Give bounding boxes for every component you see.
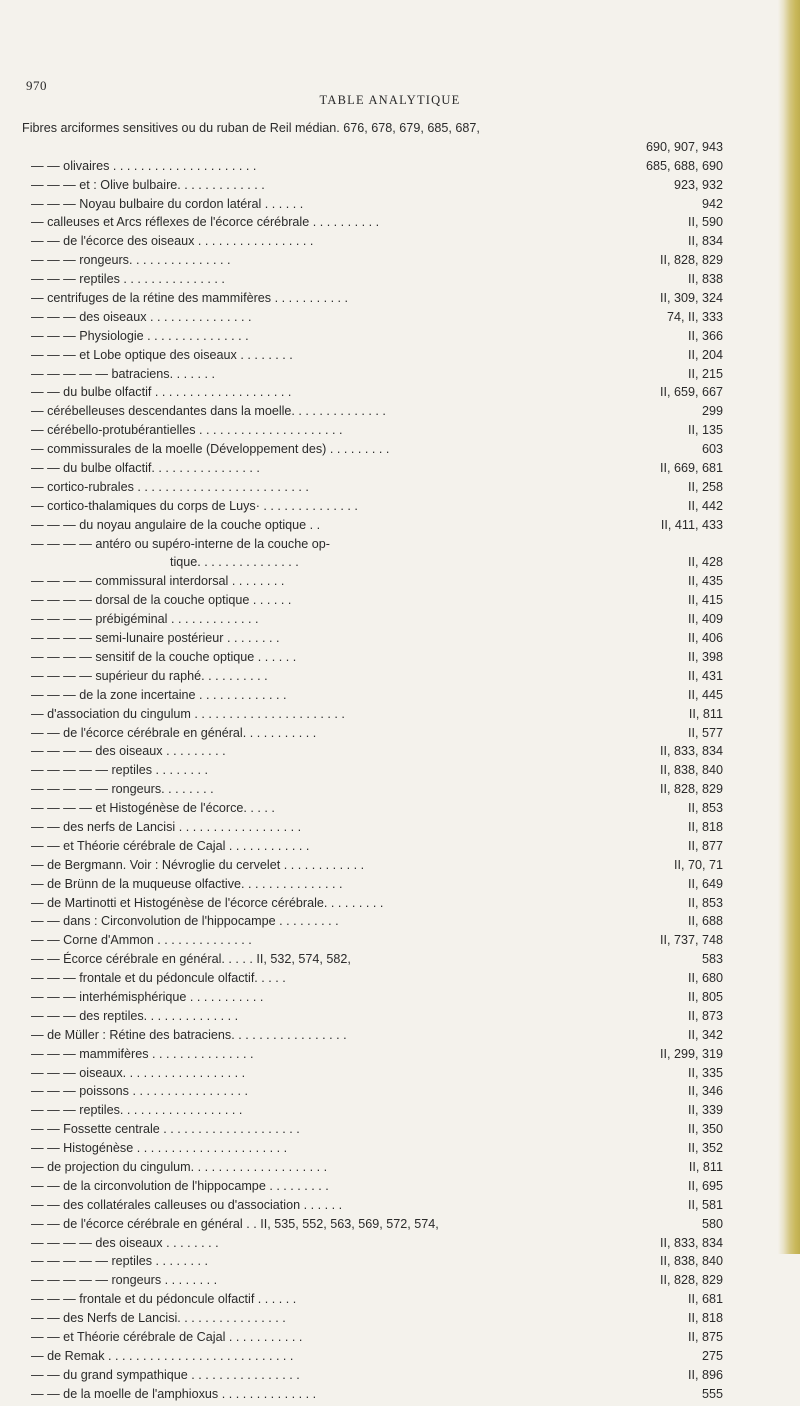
entry-page-ref: 685, 688, 690 <box>645 158 723 173</box>
entry-page-ref: II, 737, 748 <box>659 933 723 948</box>
entry-page-ref: II, 818 <box>687 819 723 834</box>
entry-text: — cortico-rubrales . . . . . . . . . . . . . . . . . . . . . . . . . <box>31 479 309 494</box>
index-entry <box>0 612 800 631</box>
entry-page-ref: II, 204 <box>687 347 723 362</box>
entry-text: — — de la moelle de l'amphioxus . . . . . . . . . . . . . . <box>31 1386 317 1401</box>
entry-text: — — — frontale et du pédoncule olfactif. . . . . <box>31 971 286 986</box>
entry-page-ref: 583 <box>701 952 723 967</box>
index-entry <box>0 744 800 763</box>
entry-text: — — Fossette centrale . . . . . . . . . . . . . . . . . . . . <box>31 1122 300 1137</box>
entry-text: — — — interhémisphérique . . . . . . . . . . . <box>31 989 264 1004</box>
entry-text: — — de l'écorce cérébrale en général . . II, 535, 552, 563, 569, 572, 574, <box>31 1216 439 1231</box>
entry-page-ref: II, 335 <box>687 1065 723 1080</box>
index-entry <box>0 442 800 461</box>
entry-text: — calleuses et Arcs réflexes de l'écorce cérébrale . . . . . . . . . . <box>31 215 380 230</box>
index-entry <box>0 896 800 915</box>
entry-page-ref: II, 445 <box>687 687 723 702</box>
index-entry <box>0 253 800 272</box>
entry-text: Fibres arciformes sensitives ou du ruban de Reil médian. 676, 678, 679, 685, 687, <box>22 121 480 135</box>
entry-text: — — — — commissural interdorsal . . . . . . . . <box>31 574 285 589</box>
entry-text: — — de l'écorce cérébrale en général. . . . . . . . . . . <box>31 725 317 740</box>
index-entry <box>0 971 800 990</box>
entry-page-ref: II, 834 <box>687 234 723 249</box>
index-entry <box>0 178 800 197</box>
entry-text: — de Martinotti et Histogénèse de l'écorce cérébrale. . . . . . . . . <box>31 895 384 910</box>
index-entry <box>0 291 800 310</box>
index-entry <box>0 197 800 216</box>
entry-text: — — du bulbe olfactif . . . . . . . . . . . . . . . . . . . . <box>31 385 292 400</box>
index-entry <box>0 1330 800 1349</box>
index-entry <box>0 1103 800 1122</box>
entry-text: — — — et : Olive bulbaire. . . . . . . . . . . . . <box>31 177 265 192</box>
index-entry <box>0 329 800 348</box>
entry-text: — — des collatérales calleuses ou d'association . . . . . . <box>31 1197 343 1212</box>
index-entry <box>0 159 800 178</box>
entry-page-ref: II, 659, 667 <box>659 385 723 400</box>
index-entry <box>0 763 800 782</box>
entry-page-ref: II, 258 <box>687 479 723 494</box>
index-entry <box>0 631 800 650</box>
entry-text: — — Corne d'Ammon . . . . . . . . . . . . . . <box>31 933 252 948</box>
entry-text: — — — — — rongeurs . . . . . . . . <box>31 1273 218 1288</box>
entry-text: — — — du noyau angulaire de la couche optique . . <box>31 517 321 532</box>
entry-page-ref: II, 853 <box>687 895 723 910</box>
entry-text: — — — — — reptiles . . . . . . . . <box>31 1254 209 1269</box>
entry-text: — — — Physiologie . . . . . . . . . . . . . . . <box>31 328 249 343</box>
entry-text: — — — reptiles . . . . . . . . . . . . . . . <box>31 272 225 287</box>
entry-text: — — — — semi-lunaire postérieur . . . . . . . . <box>31 631 280 646</box>
index-entry <box>0 801 800 820</box>
entry-page-ref: 275 <box>701 1348 723 1363</box>
running-head: TABLE ANALYTIQUE <box>319 93 461 107</box>
entry-text: — — — mammifères . . . . . . . . . . . . . . . <box>31 1046 254 1061</box>
entry-page-ref: II, 811 <box>688 1159 723 1174</box>
entry-page-ref: II, 681 <box>687 1292 723 1307</box>
index-entry <box>0 877 800 896</box>
entry-page-ref: II, 577 <box>687 725 723 740</box>
index-entry <box>0 1217 800 1236</box>
entry-text: — — — et Lobe optique des oiseaux . . . . . . . . <box>31 347 293 362</box>
entry-page-ref: II, 828, 829 <box>659 782 723 797</box>
entry-text: — — — poissons . . . . . . . . . . . . . . . . . <box>31 1084 248 1099</box>
entry-text: — — — des oiseaux . . . . . . . . . . . . . . . <box>31 309 252 324</box>
entry-page-ref: II, 366 <box>687 328 723 343</box>
entry-text: — de Müller : Rétine des batraciens. . . . . . . . . . . . . . . . . <box>31 1027 347 1042</box>
index-entry <box>0 1066 800 1085</box>
entry-text: — — — reptiles. . . . . . . . . . . . . . . . . . <box>31 1103 243 1118</box>
index-entry <box>0 1160 800 1179</box>
entry-text: — cérébello-protubérantielles . . . . . . . . . . . . . . . . . . . . . <box>31 423 343 438</box>
entry-text: — — — — dorsal de la couche optique . . . . . . <box>31 593 292 608</box>
entry-text: — — Écorce cérébrale en général. . . . . II, 532, 574, 582, <box>31 952 351 967</box>
entry-page-ref: II, 581 <box>687 1197 723 1212</box>
entry-page-ref: II, 875 <box>687 1330 723 1344</box>
entry-text: — de projection du cingulum. . . . . . . . . . . . . . . . . . . . <box>31 1159 328 1174</box>
entry-text: — — — — des oiseaux . . . . . . . . . <box>31 744 226 759</box>
page-number: 970 <box>26 78 47 93</box>
index-entry <box>0 1236 800 1255</box>
index-entry <box>0 121 800 140</box>
entry-text: — — et Théorie cérébrale de Cajal . . . . . . . . . . . . <box>31 838 310 853</box>
entry-page-ref: II, 853 <box>687 801 723 816</box>
entry-page-ref: 923, 932 <box>673 177 723 192</box>
entry-page-ref: II, 411, 433 <box>660 517 723 532</box>
entry-text: — — du grand sympathique . . . . . . . . . . . . . . . . <box>31 1367 300 1382</box>
entry-text: — — — — — reptiles . . . . . . . . <box>31 763 209 778</box>
entry-text: — — — des reptiles. . . . . . . . . . . . . . <box>31 1008 239 1023</box>
index-entry <box>0 348 800 367</box>
index-entry <box>0 518 800 537</box>
index-entry <box>0 933 800 952</box>
index-entry <box>0 650 800 669</box>
index-entry <box>0 404 800 423</box>
entry-page-ref: II, 833, 834 <box>659 1235 723 1250</box>
entry-page-ref: II, 873 <box>687 1008 723 1023</box>
entry-text: — — — oiseaux. . . . . . . . . . . . . . . . . . <box>31 1065 246 1080</box>
entry-text: — — — — des oiseaux . . . . . . . . <box>31 1235 219 1250</box>
entry-page-ref: II, 442 <box>687 498 723 513</box>
index-entry <box>0 914 800 933</box>
entry-page-ref: II, 590 <box>687 215 723 230</box>
entry-text: — — des Nerfs de Lancisi. . . . . . . . . . . . . . . . <box>31 1311 286 1326</box>
index-entry <box>0 423 800 442</box>
entry-text: — — — — supérieur du raphé. . . . . . . . . . <box>31 668 268 683</box>
index-entry <box>0 1198 800 1217</box>
entry-page-ref: II, 838, 840 <box>659 1254 723 1269</box>
entry-page-ref: II, 431 <box>687 668 723 683</box>
entry-page-ref: II, 838 <box>687 272 723 287</box>
index-entry <box>0 1311 800 1330</box>
index-entry <box>0 1047 800 1066</box>
entry-text: — de Bergmann. Voir : Névroglie du cervelet . . . . . . . . . . . . <box>31 857 365 872</box>
index-entry <box>0 234 800 253</box>
index-entry <box>0 1273 800 1292</box>
index-entry <box>0 593 800 612</box>
entry-text: — cortico-thalamiques du corps de Luys· . . . . . . . . . . . . . . <box>31 498 358 513</box>
index-entry <box>0 574 800 593</box>
entry-page-ref: II, 70, 71 <box>673 857 723 872</box>
entry-text: — de Brünn de la muqueuse olfactive. . . . . . . . . . . . . . . <box>31 876 343 891</box>
entry-text: — — de l'écorce des oiseaux . . . . . . . . . . . . . . . . . <box>31 234 314 249</box>
index-entry <box>0 215 800 234</box>
entry-page-ref: 299 <box>701 404 723 419</box>
entry-page-ref: II, 409 <box>687 612 723 627</box>
index-entry <box>0 669 800 688</box>
index-entry <box>0 272 800 291</box>
index-entry <box>0 990 800 1009</box>
entry-page-ref: II, 811 <box>688 706 723 721</box>
entry-text: — — olivaires . . . . . . . . . . . . . . . . . . . . . <box>31 158 257 173</box>
index-entry <box>0 688 800 707</box>
entry-text: — — — de la zone incertaine . . . . . . . . . . . . . <box>31 687 287 702</box>
index-entries <box>0 121 800 1406</box>
entry-page-ref: II, 398 <box>687 649 723 664</box>
entry-page-ref: II, 428 <box>687 555 723 570</box>
index-entry <box>0 385 800 404</box>
entry-text: — — — — et Histogénèse de l'écorce. . . . . <box>31 801 275 816</box>
index-entry <box>0 1179 800 1198</box>
entry-page-ref: II, 299, 319 <box>659 1046 723 1061</box>
index-entry <box>0 952 800 971</box>
entry-text: — — et Théorie cérébrale de Cajal . . . . . . . . . . . <box>31 1330 303 1344</box>
entry-page-ref: II, 833, 834 <box>659 744 723 759</box>
entry-page-ref: II, 406 <box>687 631 723 646</box>
index-entry <box>0 726 800 745</box>
entry-page-ref: II, 135 <box>687 423 723 438</box>
entry-text: — — du bulbe olfactif. . . . . . . . . . . . . . . . <box>31 461 260 476</box>
entry-text: — de Remak . . . . . . . . . . . . . . . . . . . . . . . . . . . <box>31 1348 294 1363</box>
entry-text: — centrifuges de la rétine des mammifères . . . . . . . . . . . <box>31 291 349 306</box>
index-entry <box>0 1254 800 1273</box>
entry-text: — — — frontale et du pédoncule olfactif . . . . . . <box>31 1292 297 1307</box>
entry-text: — — des nerfs de Lancisi . . . . . . . . . . . . . . . . . . <box>31 819 302 834</box>
entry-text: — cérébelleuses descendantes dans la moelle. . . . . . . . . . . . . . <box>31 404 386 419</box>
index-entry <box>0 1009 800 1028</box>
entry-text: — — — Noyau bulbaire du cordon latéral . . . . . . <box>31 196 304 211</box>
entry-text: — — — — — rongeurs. . . . . . . . <box>31 782 214 797</box>
entry-page-ref: II, 346 <box>687 1084 723 1099</box>
index-entry <box>0 1387 800 1406</box>
entry-page-ref: 555 <box>701 1386 723 1401</box>
index-entry <box>0 1122 800 1141</box>
index-entry <box>0 461 800 480</box>
index-entry <box>0 140 800 159</box>
entry-page-ref: 690, 907, 943 <box>645 139 723 154</box>
entry-text: — — — — antéro ou supéro-interne de la couche op- <box>31 536 330 551</box>
entry-page-ref: II, 415 <box>687 593 723 608</box>
index-entry <box>0 1141 800 1160</box>
entry-page-ref: II, 688 <box>687 914 723 929</box>
entry-page-ref: 942 <box>701 196 723 211</box>
index-entry <box>0 1349 800 1368</box>
index-entry <box>0 537 800 556</box>
index-entry <box>0 820 800 839</box>
entry-page-ref: II, 350 <box>687 1122 723 1137</box>
entry-page-ref: II, 818 <box>687 1311 723 1326</box>
entry-text: — — de la circonvolution de l'hippocampe . . . . . . . . . <box>31 1178 329 1193</box>
entry-text: — — — rongeurs. . . . . . . . . . . . . . . <box>31 253 231 268</box>
entry-text: — — — — — batraciens. . . . . . . <box>31 366 216 381</box>
entry-page-ref: II, 215 <box>687 366 723 381</box>
index-entry <box>0 367 800 386</box>
index-entry <box>0 555 800 574</box>
entry-page-ref: II, 435 <box>687 574 723 589</box>
entry-page-ref: II, 352 <box>687 1141 723 1156</box>
entry-page-ref: II, 309, 324 <box>659 291 723 306</box>
entry-page-ref: 74, II, 333 <box>666 309 723 324</box>
index-entry <box>0 1028 800 1047</box>
entry-page-ref: II, 695 <box>687 1178 723 1193</box>
entry-page-ref: II, 805 <box>687 989 723 1004</box>
entry-text: tique. . . . . . . . . . . . . . . <box>170 555 299 570</box>
entry-text: — commissurales de la moelle (Développement des) . . . . . . . . . <box>31 442 390 457</box>
entry-page-ref: II, 680 <box>687 971 723 986</box>
entry-page-ref: II, 339 <box>687 1103 723 1118</box>
entry-text: — — — — prébigéminal . . . . . . . . . . . . . <box>31 612 259 627</box>
index-entry <box>0 1292 800 1311</box>
index-entry <box>0 499 800 518</box>
index-entry <box>0 839 800 858</box>
index-entry <box>0 1368 800 1387</box>
entry-text: — d'association du cingulum . . . . . . . . . . . . . . . . . . . . . . <box>31 706 345 721</box>
index-entry <box>0 858 800 877</box>
entry-page-ref: II, 828, 829 <box>659 253 723 268</box>
index-entry <box>0 1084 800 1103</box>
entry-page-ref: II, 877 <box>687 838 723 853</box>
entry-page-ref: II, 669, 681 <box>659 461 723 476</box>
index-entry <box>0 480 800 499</box>
index-entry <box>0 782 800 801</box>
entry-page-ref: 580 <box>701 1216 723 1231</box>
entry-page-ref: 603 <box>701 442 723 457</box>
entry-page-ref: II, 896 <box>687 1367 723 1382</box>
entry-page-ref: II, 828, 829 <box>659 1273 723 1288</box>
entry-text: — — dans : Circonvolution de l'hippocampe . . . . . . . . . <box>31 914 339 929</box>
index-entry <box>0 707 800 726</box>
entry-page-ref: II, 342 <box>687 1027 723 1042</box>
entry-page-ref: II, 838, 840 <box>659 763 723 778</box>
entry-text: — — Histogénèse . . . . . . . . . . . . . . . . . . . . . . <box>31 1141 288 1156</box>
entry-text: — — — — sensitif de la couche optique . . . . . . <box>31 649 297 664</box>
index-entry <box>0 310 800 329</box>
entry-page-ref: II, 649 <box>687 876 723 891</box>
